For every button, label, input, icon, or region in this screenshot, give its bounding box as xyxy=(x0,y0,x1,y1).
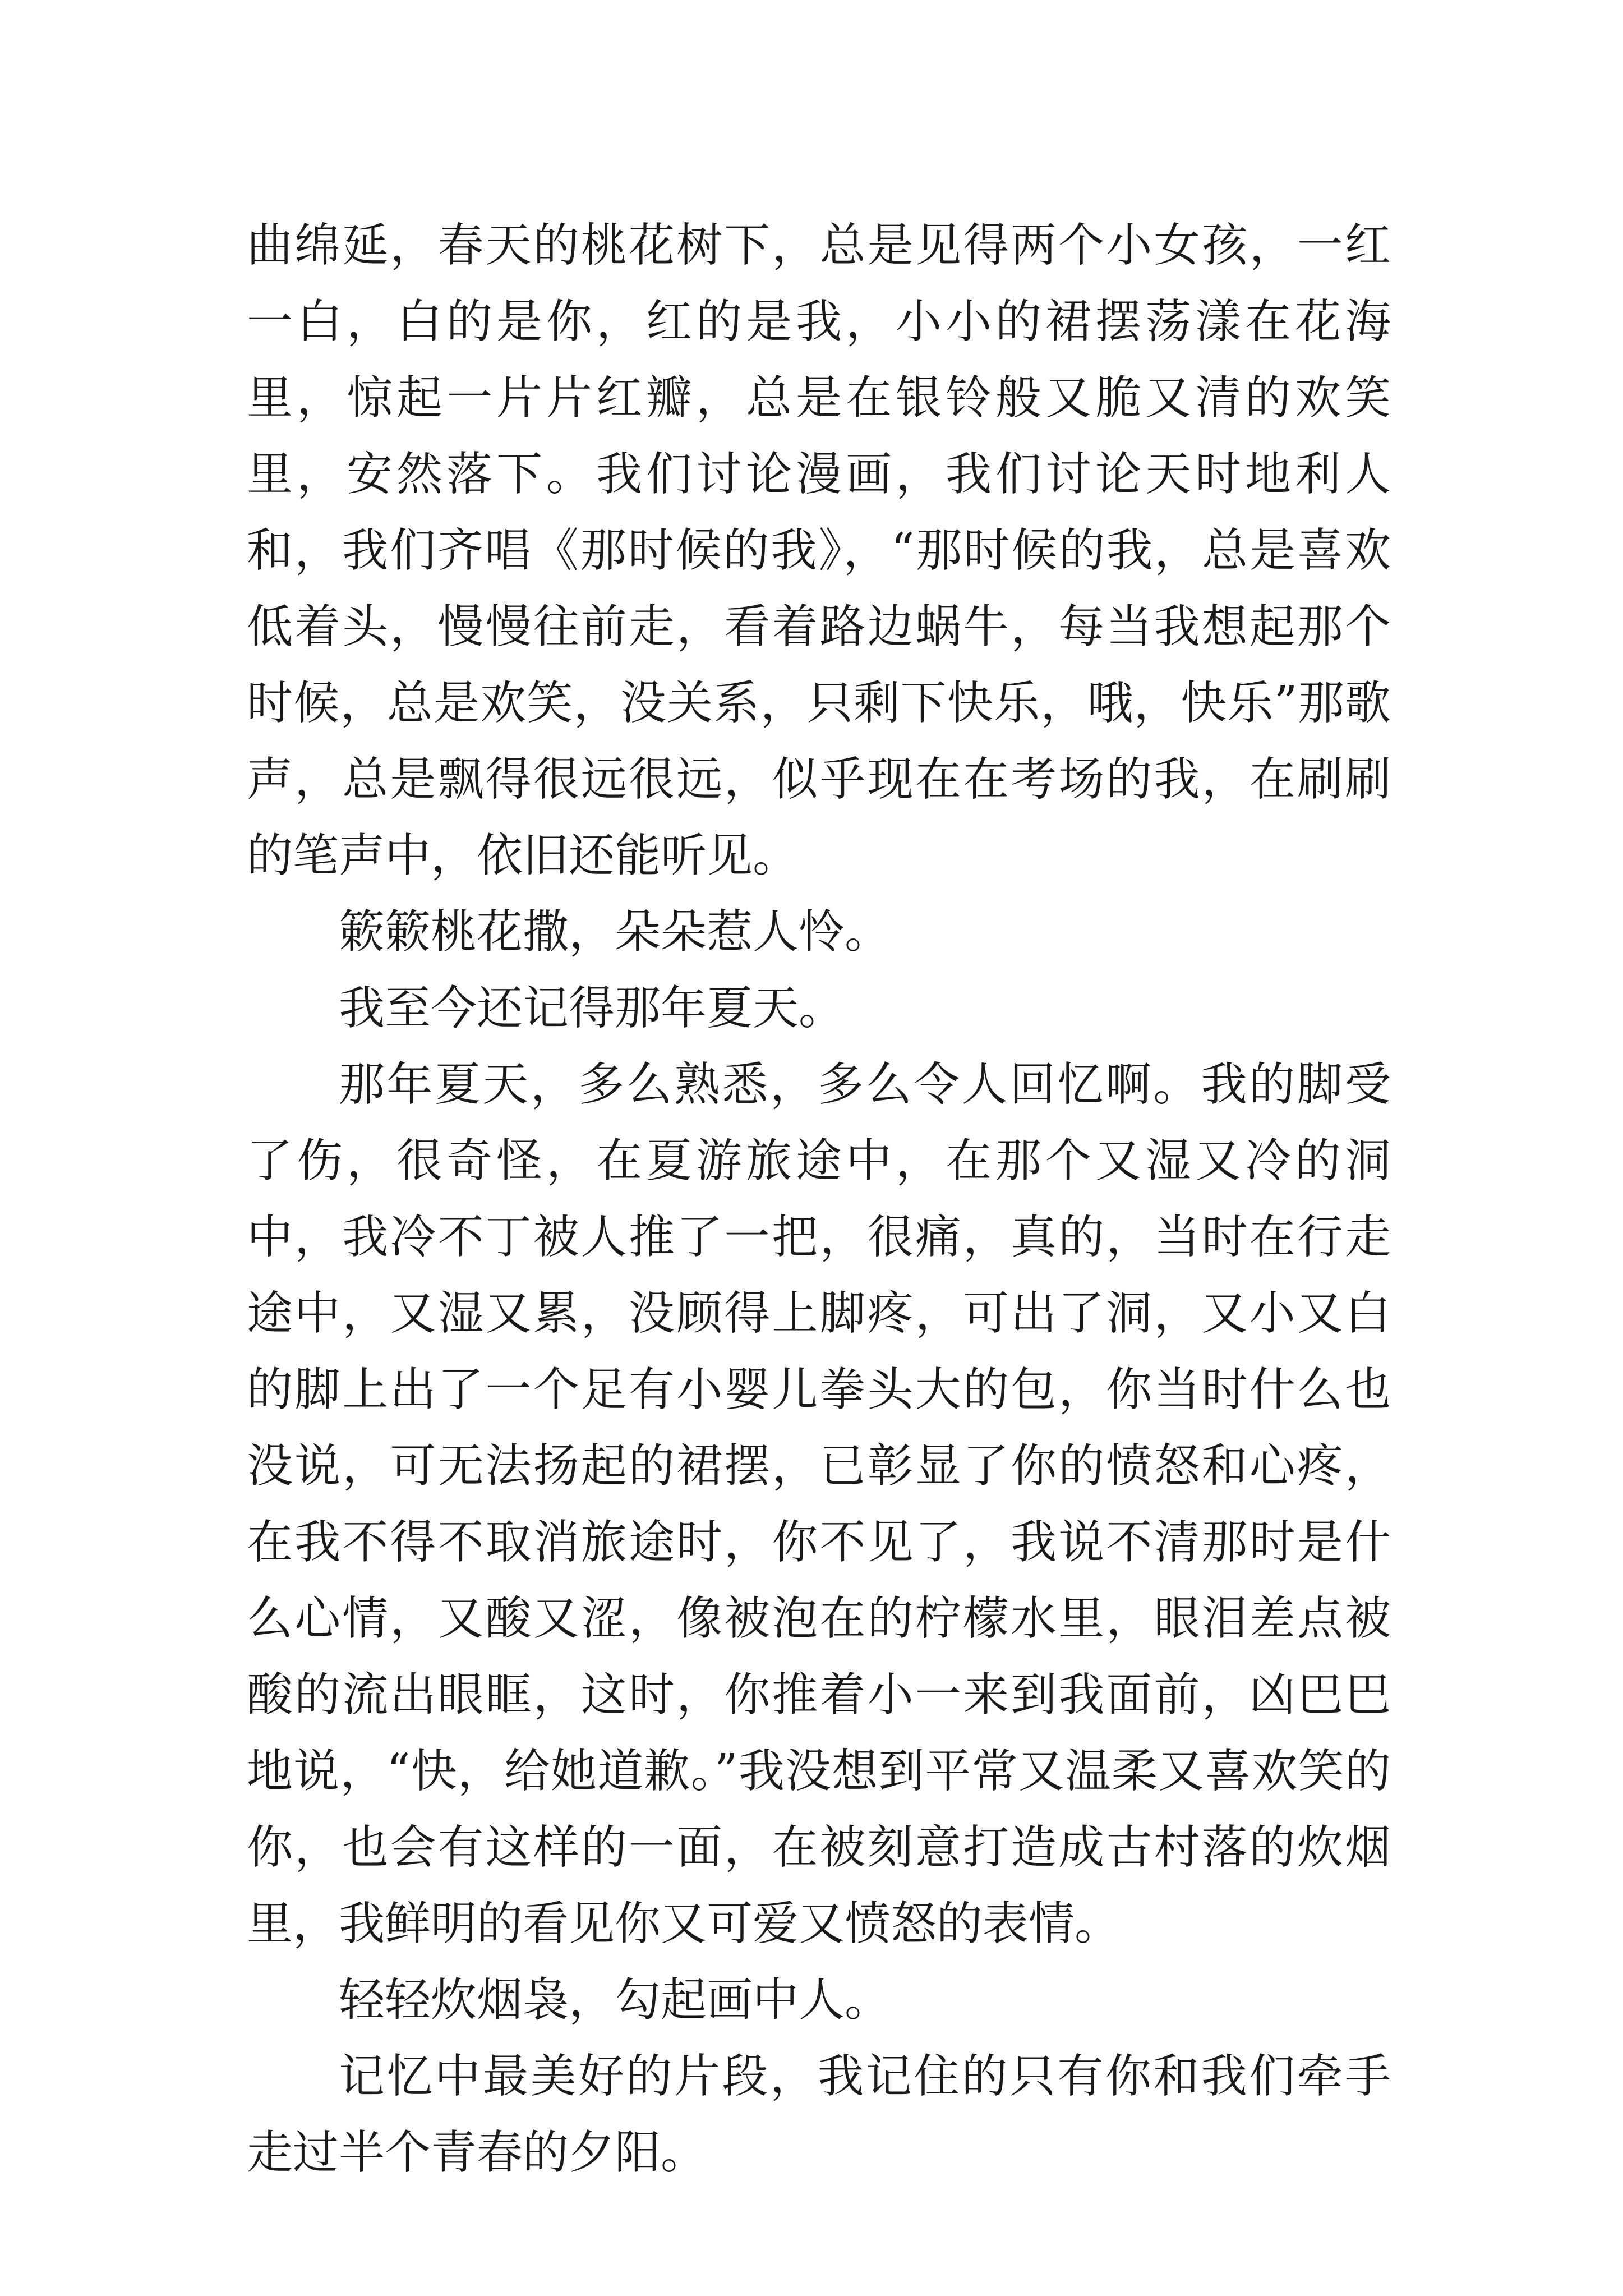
paragraph-1: 曲绵延，春天的桃花树下，总是见得两个小女孩，一红一白，白的是你，红的是我，小小的裙摆荡漾在花海里，惊起一片片红瓣，总是在银铃般又脆又清的欢笑里，安然落下。我们讨论漫画，我们讨论天时地利人和，我们齐唱《那时候的我》，“那时候的我，总是喜欢低着头，慢慢往前走，看着路边蜗牛，每当我想起那个时候，总是欢笑，没关系，只剩下快乐，哦，快乐”那歌声，总是飘得很远很远，似乎现在在考场的我，在刷刷的笔声中，依旧还能听见。 xyxy=(247,219,1391,882)
paragraph-3: 我至今还记得那年夏天。 xyxy=(339,982,845,1035)
essay-body xyxy=(247,208,1391,2191)
paragraph-2: 簌簌桃花撒，朵朵惹人怜。 xyxy=(339,905,891,959)
paragraph-6: 记忆中最美好的片段，我记住的只有你和我们牵手走过半个青春的夕阳。 xyxy=(247,2050,1391,2179)
paragraph-4: 那年夏天，多么熟悉，多么令人回忆啊。我的脚受了伤，很奇怪，在夏游旅途中，在那个又湿又冷的洞中，我冷不丁被人推了一把，很痛，真的，当时在行走途中，又湿又累，没顾得上脚疼，可出了洞，又小又白的脚上出了一个足有小婴儿拳头大的包，你当时什么也没说，可无法扬起的裙摆，已彰显了你的愤怒和心疼，在我不得不取消旅途时，你不见了，我说不清那时是什么心情，又酸又涩，像被泡在的柠檬水里，眼泪差点被酸的流出眼眶，这时，你推着小一来到我面前，凶巴巴地说，“快，给她道歉。”我没想到平常又温柔又喜欢笑的你，也会有这样的一面，在被刻意打造成古村落的炊烟里，我鲜明的看见你又可爱又愤怒的表情。 xyxy=(247,1058,1391,1950)
paragraph-5: 轻轻炊烟袅，勾起画中人。 xyxy=(339,1973,891,2027)
